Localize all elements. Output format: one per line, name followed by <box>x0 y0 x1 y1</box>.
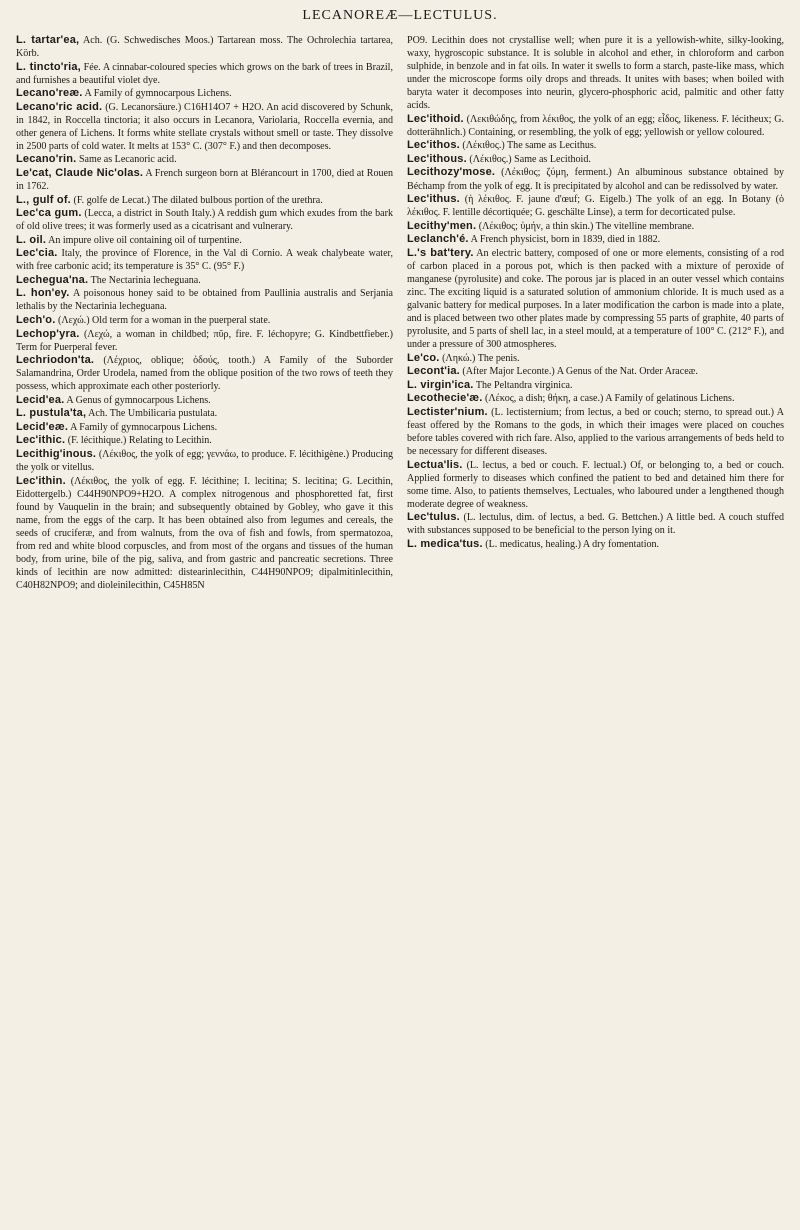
entry-headword: L. tincto'ria, <box>16 60 81 73</box>
entry-headword: Lec'ithic. <box>16 434 66 447</box>
entry-headword: Lecithy'men. <box>407 219 477 232</box>
entry-definition: A Family of gymnocarpous Lichens. <box>70 421 218 433</box>
entry-headword: Lecid'eæ. <box>16 420 69 433</box>
entry-headword: Lecid'ea. <box>16 393 65 406</box>
entry-headword: Lec'cia. <box>16 247 58 260</box>
entry-definition: (After Major Leconte.) A Genus of the Nat. Order Araceæ. <box>462 366 698 378</box>
dictionary-entry <box>16 61 393 87</box>
entry-headword: Lectua'lis. <box>407 458 463 471</box>
entry-headword: L. hon'ey. <box>16 287 70 300</box>
entry-definition: Ach. The Umbilicaria pustulata. <box>88 408 218 420</box>
entry-definition: Ach. (G. Schwedisches Moos.) Tartarean moss. The Ochrolechia tartarea, Körb. <box>16 35 393 60</box>
dictionary-entry <box>16 153 393 166</box>
entry-headword: Lec'ithin. <box>16 474 66 487</box>
entry-headword: Lec'ithous. <box>407 152 467 165</box>
entry-headword: L., gulf of. <box>16 193 71 206</box>
dictionary-entry <box>16 247 393 273</box>
dictionary-entry <box>16 314 393 327</box>
right-column <box>407 34 784 592</box>
dictionary-entry <box>407 352 784 365</box>
entry-headword: Lechegua'na. <box>16 273 89 286</box>
entry-definition: Italy, the province of Florence, in the Val di Cornio. A weak chalybeate water, with free carbonic acid; its temperature is 35° C. (95° F.) <box>16 248 394 273</box>
entry-definition: (F. lécithique.) Relating to Lecithin. <box>67 435 212 447</box>
entry-definition: (Λέκιθος, the yolk of egg; γεννάω, to produce. F. lécithigène.) Producing the yolk or vitellus. <box>16 448 393 473</box>
entry-headword: Lecothecie'æ. <box>407 392 483 405</box>
entry-headword: Lec'ca gum. <box>16 207 82 220</box>
entry-headword: L. tartar'ea, <box>16 34 80 46</box>
dictionary-entry <box>16 207 393 233</box>
entry-definition: (L. medicatus, healing.) A dry fomentation. <box>485 538 660 550</box>
entry-headword: Lec'ithoid. <box>407 112 464 125</box>
dictionary-entry <box>407 379 784 392</box>
entry-headword: Lectister'nium. <box>407 405 488 418</box>
entry-headword: Lec'ithos. <box>407 139 460 152</box>
entry-definition: (Λεχώ.) Old term for a woman in the puerperal state. <box>57 314 271 326</box>
entry-definition: (G. Lecanorsäure.) C16H14O7 + H2O. An acid discovered by Schunk, in 1842, in Roccella tinctoria; it also occurs in Lecanora, Variolaria, Roccella evernia, and other genera of Lichens. It forms white stellate crystals without smell or taste. They dissolve in 2500 parts of cold water. It melts at 153° C. (307° F.) and then decomposes. <box>16 101 394 152</box>
entry-headword: Lec'tulus. <box>407 511 460 524</box>
entry-definition: PO9. Lecithin does not crystallise well; when pure it is a yellowish-white, silky-looking, waxy, hygroscopic substance. It is soluble in alcohol and ether, in chloroform and carbon sulphide, in benzole and in fat oils. In water it swells to form a starch, paste-like mass, which under the microscope forms oily drops and threads. It unites with bases; when boiled with baryta water it decomposes into neurin, glycero-phosphoric acid, palmitic and other fatty acids. <box>407 35 784 112</box>
dictionary-entry <box>16 274 393 287</box>
entry-definition: The Nectarinia lecheguana. <box>90 274 201 286</box>
entry-definition: (Λέκιθος, the yolk of egg. F. lécithine; I. lecitina; S. lecitina; G. Lecithin, Eidottergelb.) C44H90NPO9+H2O. A complex nitrogenous and phosphoretted fat, first found by Vauquelin in the brain; and subsequently obtained by Gobley, who gave it this name, from the eggs of the carp. It has been obtained also from legumes and cereals, the seeds of cruciferæ, and from walnuts, from the ova of fish and fowls, from spermatozoa, from red and white blood corpuscles, and from most of the organs and tissues of the human body, from urine, bile of the pig, saliva, and from gastric and pancreatic secretions. Three kinds of lecithin are now admitted: distearinlecithin, C44H90NPO9; dipalmitinlecithin, C40H82NPO9; and dioleinilecithin, C45H85N <box>16 475 393 591</box>
entry-headword: L. medica'tus. <box>407 537 483 550</box>
dictionary-entry <box>16 354 393 393</box>
dictionary-entry <box>16 34 393 60</box>
entry-headword: L. pustula'ta, <box>16 407 87 420</box>
entry-headword: Lec'ithus. <box>407 193 460 206</box>
entry-definition: Fée. A cinnabar-coloured species which grows on the bark of trees in Brazil, and furnishes a beautiful violet dye. <box>16 61 393 86</box>
entry-definition: (Λέκιθος.) The same as Lecithus. <box>462 140 597 152</box>
dictionary-entry <box>407 233 784 246</box>
dictionary-entry <box>407 365 784 378</box>
entry-headword: Lecano'rin. <box>16 153 77 166</box>
running-head: LECANOREÆ—LECTULUS. <box>302 8 498 23</box>
entry-definition: (Λέκος, a dish; θήκη, a case.) A Family of gelatinous Lichens. <box>485 393 735 405</box>
dictionary-entry <box>407 220 784 233</box>
dictionary-entry <box>16 167 393 193</box>
entry-headword: Lech'o. <box>16 313 56 326</box>
dictionary-entry <box>407 459 784 511</box>
dictionary-entry <box>407 392 784 405</box>
entry-definition: (Λεχώ, a woman in childbed; πῦρ, fire. F. léchopyre; G. Kindbettfieber.) Term for Puerperal fever. <box>16 328 393 353</box>
dictionary-entry <box>407 511 784 537</box>
dictionary-entry <box>16 328 393 354</box>
dictionary-entry <box>16 475 393 592</box>
dictionary-entry <box>407 166 784 192</box>
dictionary-entry <box>16 407 393 420</box>
entry-definition: (F. golfe de Lecat.) The dilated bulbous portion of the urethra. <box>73 194 323 206</box>
dictionary-entry <box>407 193 784 219</box>
entry-headword: Le'cat, Claude Nic'olas. <box>16 166 144 179</box>
entry-definition: An impure olive oil containing oil of turpentine. <box>48 234 242 246</box>
dictionary-entry <box>407 139 784 152</box>
entry-headword: L. virgin'ica. <box>407 378 474 391</box>
dictionary-entry <box>16 394 393 407</box>
entry-definition: (Λέχριος, oblique; ὀδούς, tooth.) A Family of the Suborder Salamandrina, Order Urodela, named from the oblique position of the two rows of teeth they possess, which approximate each other posteriorly. <box>16 355 393 393</box>
dictionary-entry <box>16 448 393 474</box>
dictionary-entry <box>16 194 393 207</box>
entry-definition: (ἡ λέκιθος. F. jaune d'œuf; G. Eigelb.) The yolk of an egg. In Botany (ὁ λέκιθος. F. lentille décortiquée; G. geschälte Linse), a term for decorticated pulse. <box>407 194 785 219</box>
entry-definition: (L. lectus, a bed or couch. F. lectual.) Of, or belonging to, a bed or couch. Applied formerly to diseases which confined the patient to bed and detained him there for some time. Also, to patients themselves, Lectuales, who laboured under a lengthened though moderate degree of weakness. <box>407 459 784 510</box>
dictionary-entry <box>407 153 784 166</box>
dictionary-entry <box>16 287 393 313</box>
dictionary-entry <box>407 247 784 351</box>
entry-definition: (Λέκιθος; ζύμη, ferment.) An albuminous substance obtained by Béchamp from the yolk of egg. It is precipitated by alcohol and can be redissolved by water. <box>407 167 784 192</box>
entry-headword: Le'co. <box>407 351 440 364</box>
dictionary-entry <box>16 87 393 100</box>
entry-definition: (Λέκιθος.) Same as Lecithoid. <box>469 153 591 165</box>
dictionary-entry <box>16 434 393 447</box>
dictionary-entry <box>16 234 393 247</box>
entry-headword: Lechriodon'ta. <box>16 354 95 367</box>
entry-definition: (Lecca, a district in South Italy.) A reddish gum which exudes from the bark of old olive trees; it was formerly used as a cicatrisant and vulnerary. <box>16 208 394 233</box>
entry-definition: (Ληκώ.) The penis. <box>442 352 520 364</box>
dictionary-entry <box>407 113 784 139</box>
entry-headword: Lecithig'inous. <box>16 447 97 460</box>
dictionary-entry <box>16 101 393 153</box>
entry-headword: Lecano'ric acid. <box>16 100 103 113</box>
dictionary-entry <box>407 406 784 458</box>
left-column <box>16 34 393 592</box>
entry-definition: (Λέκιθος; ὑμήν, a thin skin.) The vitelline membrane. <box>478 220 695 232</box>
entry-definition: Same as Lecanoric acid. <box>78 154 177 166</box>
entry-definition: A French surgeon born at Blérancourt in 1700, died at Rouen in 1762. <box>16 167 394 193</box>
entry-definition: A poisonous honey said to be obtained from Paullinia australis and Serjania lethalis by the Nectarinia lecheguana. <box>16 288 393 313</box>
entry-definition: A Family of gymnocarpous Lichens. <box>84 88 232 100</box>
entry-headword: L.'s bat'tery. <box>407 246 474 259</box>
entry-headword: Lecithozy'mose. <box>407 166 496 179</box>
dictionary-entry <box>16 421 393 434</box>
entry-headword: Lecont'ia. <box>407 365 460 378</box>
columns <box>16 34 784 592</box>
entry-definition: A Genus of gymnocarpous Lichens. <box>66 394 211 406</box>
entry-headword: L. oil. <box>16 233 47 246</box>
dictionary-entry <box>407 34 784 112</box>
entry-definition: (L. lectulus, dim. of lectus, a bed. G. Bettchen.) A little bed. A couch stuffed with substances supposed to be beneficial to the person lying on it. <box>407 512 784 537</box>
entry-definition: A French physicist, born in 1839, died in 1882. <box>470 234 661 246</box>
dictionary-entry <box>407 538 784 551</box>
entry-headword: Lechop'yra. <box>16 327 80 340</box>
entry-definition: The Peltandra virginica. <box>475 379 573 391</box>
entry-headword: Leclanch'é. <box>407 233 469 246</box>
entry-definition: (Λεκιθώδης, from λέκιθος, the yolk of an egg; εἶδος, likeness. F. lécitheux; G. dotterähnlich.) Containing, or resembling, the yolk of egg; yellowish or yellow coloured. <box>407 113 785 138</box>
entry-headword: Lecano'reæ. <box>16 87 83 100</box>
entry-definition: (L. lectisternium; from lectus, a bed or couch; sterno, to spread out.) A feast offered by the Romans to the gods, in which their images were placed on couches before tables covered with rich fare. Also, applied to the various arrangements of beds held to be necessary for different diseases. <box>407 406 784 457</box>
entry-definition: An electric battery, composed of one or more elements, consisting of a rod of carbon placed in a porous pot, which is then packed with a mixture of peroxide of manganese (pyrolusite) and coke. The porous jar is placed in an outer vessel which contains zinc. The exciting liquid is a saturated solution of ammonium chloride. It is much used as a galvanic battery for medical purposes. In a later modification the carbon is made into a plate, and is placed between two other plates made by compressing 55 parts of graphite, 40 parts of pyrolusite, and 5 parts of shell lac, in a steel mould, at a temperature of 100° C. (212° F.), and under a pressure of 300 atmospheres. <box>407 247 785 351</box>
